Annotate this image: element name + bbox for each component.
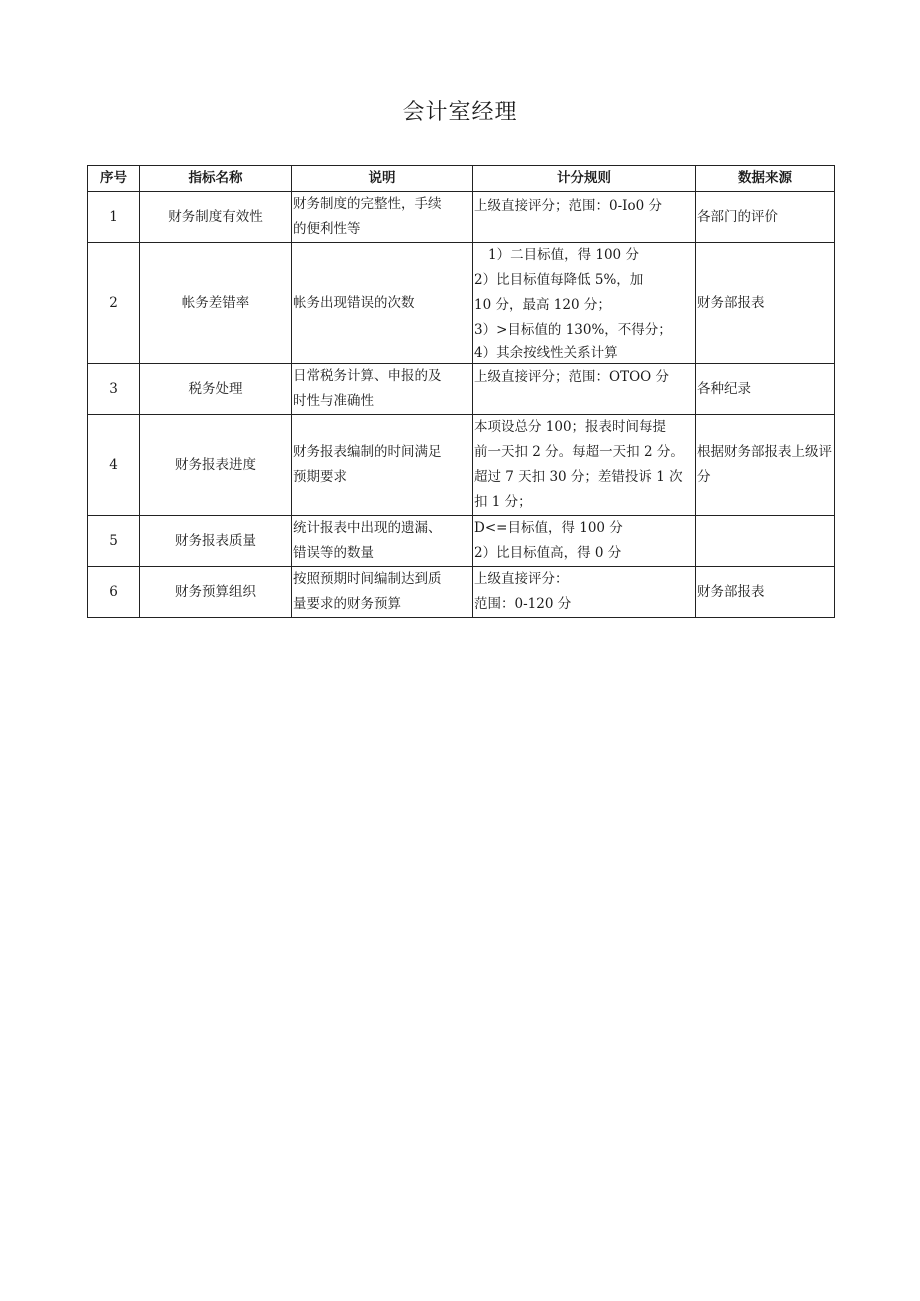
row-name: 税务处理 bbox=[140, 364, 292, 415]
row-description bbox=[292, 364, 473, 415]
row-index: 2 bbox=[88, 243, 140, 364]
description-line: 错误等的数量 bbox=[293, 545, 374, 561]
row-scoring bbox=[473, 415, 696, 516]
scoring-line: 上级直接评分；范围：0-Io0 分 bbox=[474, 198, 662, 214]
row-description bbox=[292, 192, 473, 243]
scoring-line: 3）>目标值的 130%，不得分； bbox=[474, 322, 672, 338]
row-source: 各部门的评价 bbox=[696, 192, 835, 243]
table-row bbox=[88, 516, 835, 567]
description-line: 统计报表中出现的遗漏、 bbox=[293, 520, 442, 536]
scoring-line: 范围：0-120 分 bbox=[474, 596, 572, 612]
row-scoring bbox=[473, 516, 696, 567]
table-header-row bbox=[88, 166, 835, 192]
row-scoring bbox=[473, 567, 696, 618]
row-name: 财务预算组织 bbox=[140, 567, 292, 618]
page-title: 会计室经理 bbox=[402, 100, 518, 125]
description-line: 时性与准确性 bbox=[293, 393, 374, 409]
row-description bbox=[292, 567, 473, 618]
row-index: 3 bbox=[88, 364, 140, 415]
row-name: 财务报表进度 bbox=[140, 415, 292, 516]
header-index: 序号 bbox=[88, 166, 140, 192]
scoring-line: 前一天扣 2 分。每超一天扣 2 分。 bbox=[474, 444, 684, 460]
row-source: 各种纪录 bbox=[696, 364, 835, 415]
row-scoring bbox=[473, 243, 696, 364]
scoring-line: 4）其余按线性关系计算 bbox=[474, 345, 618, 361]
row-source: 财务部报表 bbox=[696, 243, 835, 364]
row-index: 6 bbox=[88, 567, 140, 618]
description-line: 预期要求 bbox=[293, 469, 347, 485]
scoring-line: 2）比目标值高，得 0 分 bbox=[474, 545, 622, 561]
row-description bbox=[292, 516, 473, 567]
scoring-line: 2）比目标值每降低 5%，加 bbox=[474, 272, 644, 288]
scoring-line: 本项设总分 100；报表时间每提 bbox=[474, 419, 667, 435]
scoring-line: 扣 1 分； bbox=[474, 494, 532, 510]
header-name: 指标名称 bbox=[140, 166, 292, 192]
scoring-line: 上级直接评分： bbox=[474, 571, 569, 587]
scoring-line: 10 分，最高 120 分； bbox=[474, 297, 611, 313]
table-row bbox=[88, 192, 835, 243]
table-row bbox=[88, 243, 835, 364]
table-row bbox=[88, 364, 835, 415]
row-scoring bbox=[473, 364, 696, 415]
description-line: 量要求的财务预算 bbox=[293, 596, 401, 612]
scoring-line: 1）二目标值，得 100 分 bbox=[488, 247, 639, 263]
description-line: 帐务出现错误的次数 bbox=[293, 294, 415, 311]
description-line: 按照预期时间编制达到质 bbox=[293, 571, 442, 587]
row-source: 财务部报表 bbox=[696, 567, 835, 618]
header-scoring: 计分规则 bbox=[473, 166, 696, 192]
header-description: 说明 bbox=[292, 166, 473, 192]
row-index: 1 bbox=[88, 192, 140, 243]
row-name: 财务报表质量 bbox=[140, 516, 292, 567]
description-line: 财务制度的完整性，手续 bbox=[293, 196, 442, 212]
kpi-table bbox=[87, 165, 835, 618]
row-description bbox=[292, 415, 473, 516]
row-index: 4 bbox=[88, 415, 140, 516]
description-line: 的便利性等 bbox=[293, 221, 361, 237]
row-source bbox=[696, 516, 835, 567]
description-line: 财务报表编制的时间满足 bbox=[293, 444, 442, 460]
row-name: 财务制度有效性 bbox=[140, 192, 292, 243]
row-name: 帐务差错率 bbox=[140, 243, 292, 364]
description-line: 日常税务计算、申报的及 bbox=[293, 368, 442, 384]
scoring-line: D<=目标值，得 100 分 bbox=[474, 520, 623, 536]
row-source: 根据财务部报表上级评分 bbox=[696, 415, 835, 516]
header-source: 数据来源 bbox=[696, 166, 835, 192]
row-scoring bbox=[473, 192, 696, 243]
row-index: 5 bbox=[88, 516, 140, 567]
scoring-line: 超过 7 天扣 30 分；差错投诉 1 次 bbox=[474, 469, 683, 485]
row-description bbox=[292, 243, 473, 364]
scoring-line: 上级直接评分；范围：OTOO 分 bbox=[474, 369, 669, 385]
table-row bbox=[88, 567, 835, 618]
table-row bbox=[88, 415, 835, 516]
